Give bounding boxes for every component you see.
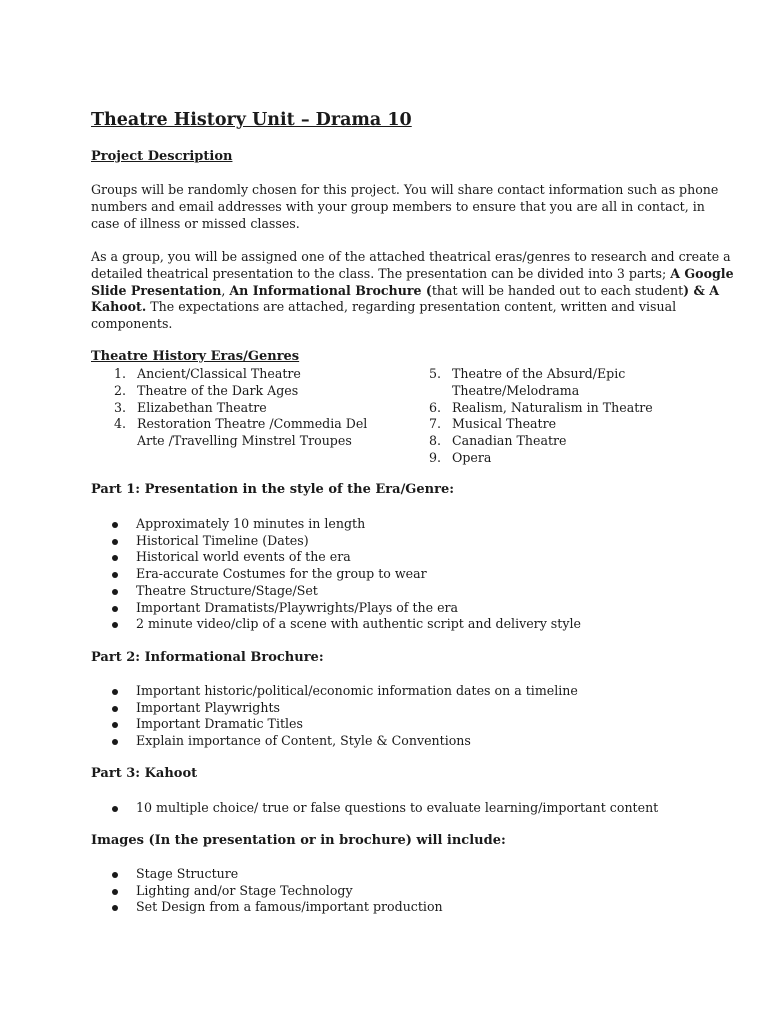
bullet-icon <box>112 806 118 812</box>
bullet-icon <box>112 905 118 911</box>
list-item-text: Historical world events of the era <box>136 549 351 565</box>
era-item <box>114 416 367 450</box>
era-number: 4. <box>114 416 127 432</box>
eras-list-left <box>114 366 367 450</box>
bullet-icon <box>112 889 118 895</box>
bullet-icon <box>112 539 118 545</box>
list-item-text: Set Design from a famous/important production <box>136 899 443 915</box>
list-item-text: Important historic/political/economic information dates on a timeline <box>136 683 578 698</box>
list-item <box>112 716 578 733</box>
era-label: Realism, Naturalism in Theatre <box>452 399 653 415</box>
list-item <box>112 516 581 533</box>
era-number: 6. <box>429 399 442 415</box>
list-item <box>112 800 658 817</box>
era-item <box>114 383 367 400</box>
images-heading: Images (In the presentation or in brochure) will include: <box>91 833 506 848</box>
project-description-heading: Project Description <box>91 149 233 164</box>
list-item <box>112 616 581 633</box>
paragraph-bold-text: A Google <box>670 265 734 281</box>
era-item <box>429 450 653 467</box>
eras-list-right <box>429 366 653 467</box>
images-list <box>112 866 443 916</box>
bullet-icon <box>112 572 118 578</box>
bullet-icon <box>112 872 118 878</box>
era-item <box>429 400 653 417</box>
paragraph-line: As a group, you will be assigned one of the attached theatrical eras/genres to research and create a <box>91 249 731 264</box>
paragraph-text: detailed theatrical presentation to the class. The presentation can be divided into 3 parts; <box>91 265 671 281</box>
part2-heading: Part 2: Informational Brochure: <box>91 650 324 665</box>
paragraph-bold-text: ) <box>683 282 694 298</box>
paragraph-line: case of illness or missed classes. <box>91 215 300 231</box>
bullet-icon <box>112 622 118 628</box>
list-item-text: 2 minute video/clip of a scene with authentic script and delivery style <box>136 616 581 632</box>
project-description-paragraph-1 <box>91 182 719 232</box>
list-item <box>112 583 581 600</box>
document-title: Theatre History Unit – Drama 10 <box>91 110 412 130</box>
paragraph-line: numbers and email addresses with your group members to ensure that you are all in contact, in <box>91 198 705 214</box>
list-item <box>112 566 581 583</box>
list-item-text: Stage Structure <box>136 866 239 881</box>
paragraph-line <box>91 265 734 283</box>
list-item <box>112 883 443 900</box>
list-item <box>112 533 581 550</box>
paragraph-line <box>91 282 720 300</box>
era-number: 3. <box>114 399 127 415</box>
era-label: Canadian Theatre <box>452 433 567 449</box>
list-item <box>112 600 581 617</box>
era-label: Ancient/Classical Theatre <box>137 366 301 381</box>
era-label: Theatre of the Dark Ages <box>137 382 299 398</box>
era-item <box>114 366 367 383</box>
eras-heading: Theatre History Eras/Genres <box>91 349 300 364</box>
era-label-continued: Arte /Travelling Minstrel Troupes <box>137 433 352 449</box>
era-number: 7. <box>429 416 442 432</box>
era-label: Elizabethan Theatre <box>137 399 267 415</box>
bullet-icon <box>112 722 118 728</box>
list-item-text: Important Playwrights <box>136 699 280 715</box>
list-item-text: Important Dramatists/Playwrights/Plays of the era <box>136 599 459 615</box>
paragraph-text: , <box>221 282 230 298</box>
part1-heading: Part 1: Presentation in the style of the Era/Genre: <box>91 482 455 497</box>
paragraph-line: components. <box>91 316 173 332</box>
era-number: 8. <box>429 433 442 449</box>
list-item <box>112 683 578 700</box>
era-item <box>429 366 653 400</box>
project-description-paragraph-2 <box>91 249 734 333</box>
paragraph-bold-text: An Informational Brochure ( <box>229 282 432 298</box>
bullet-icon <box>112 706 118 712</box>
paragraph-text: The expectations are attached, regarding presentation content, written and visual <box>146 299 677 315</box>
bullet-icon <box>112 606 118 612</box>
list-item-text: Important Dramatic Titles <box>136 716 303 732</box>
list-item-text: Lighting and/or Stage Technology <box>136 882 353 898</box>
list-item-text: 10 multiple choice/ true or false questions to evaluate learning/important content <box>136 800 659 815</box>
list-item-text: Era-accurate Costumes for the group to wear <box>136 566 427 582</box>
part3-list <box>112 800 658 817</box>
list-item <box>112 700 578 717</box>
part1-list <box>112 516 581 633</box>
list-item <box>112 549 581 566</box>
paragraph-text: that will be handed out to each student <box>431 282 684 298</box>
list-item-text: Explain importance of Content, Style & Conventions <box>136 733 471 749</box>
paragraph-line: Groups will be randomly chosen for this project. You will share contact information such as phone <box>91 182 719 197</box>
bullet-icon <box>112 522 118 528</box>
era-item <box>429 416 653 433</box>
paragraph-bold-text: & A <box>693 282 720 298</box>
part2-list <box>112 683 578 750</box>
bullet-icon <box>112 589 118 595</box>
bullet-icon <box>112 555 118 561</box>
era-label: Opera <box>452 449 492 465</box>
list-item <box>112 733 578 750</box>
era-item <box>429 433 653 450</box>
era-number: 2. <box>114 382 127 398</box>
list-item <box>112 866 443 883</box>
paragraph-line <box>91 299 691 316</box>
era-label: Restoration Theatre /Commedia Del <box>137 416 368 432</box>
era-number: 5. <box>429 366 442 381</box>
paragraph-bold-text: Kahoot. <box>91 299 147 315</box>
paragraph-bold-text: Slide Presentation <box>91 282 222 298</box>
era-number: 1. <box>114 366 127 381</box>
era-label-continued: Theatre/Melodrama <box>452 382 580 398</box>
list-item-text: Approximately 10 minutes in length <box>136 516 366 531</box>
list-item-text: Theatre Structure/Stage/Set <box>136 582 318 598</box>
list-item-text: Historical Timeline (Dates) <box>136 532 309 548</box>
era-label: Musical Theatre <box>452 416 557 432</box>
bullet-icon <box>112 689 118 695</box>
part3-heading: Part 3: Kahoot <box>91 766 198 781</box>
bullet-icon <box>112 739 118 745</box>
era-label: Theatre of the Absurd/Epic <box>452 366 626 381</box>
era-item <box>114 400 367 417</box>
list-item <box>112 899 443 916</box>
era-number: 9. <box>429 449 442 465</box>
